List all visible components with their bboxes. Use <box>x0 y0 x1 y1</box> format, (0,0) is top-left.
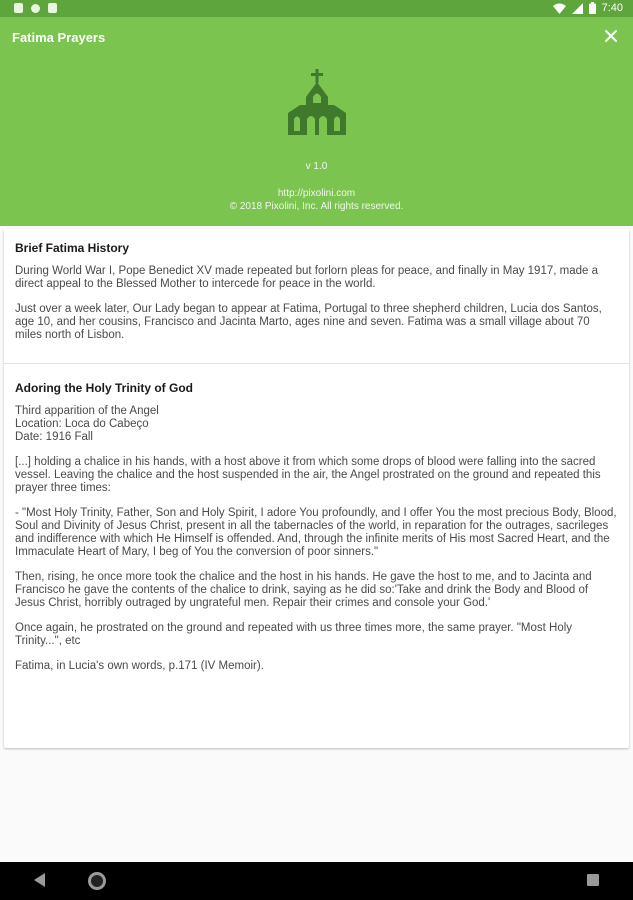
status-indicators <box>553 2 623 14</box>
paragraph: Then, rising, he once more took the chalice and the host in his hands. He gave the host to me, and to Jacinta and Francisco he gave the contents of the chalice to drink, saying as he did so:'Take and drink the Body and Blood of Jesus Christ, horribly outraged by ungrateful men. Repair their crimes and console your God.' <box>15 571 592 609</box>
section-divider <box>4 363 629 364</box>
adoring-section <box>15 381 619 685</box>
apparition-line: Third apparition of the Angel <box>15 405 159 417</box>
clock: 7:40 <box>601 2 623 14</box>
prayer-text: - "Most Holy Trinity, Father, Son and Holy Spirit, I adore You profoundly, and I offer You the most precious Body, Blood, Soul and Divinity of Jesus Christ, present in all the tabernacles of the world, in reparation for the outrages, sacrileges and indifference with which He Himself is offended. And, through the infinite merits of His most Sacred Heart, and the Immaculate Heart of Mary, I beg of You the conversion of poor sinners." <box>15 507 617 558</box>
close-icon[interactable] <box>601 26 621 46</box>
signal-icon <box>572 3 583 14</box>
church-icon <box>286 67 348 137</box>
history-section <box>15 241 619 354</box>
paragraph: [...] holding a chalice in his hands, with a host above it from which some drops of blood were falling into the sacred vessel. Leaving the chalice and the host suspended in the air, the Angel prostrated on the ground and repeated this prayer three times: <box>15 456 601 494</box>
date-line: Date: 1916 Fall <box>15 431 93 443</box>
section-title: Adoring the Holy Trinity of God <box>15 381 193 395</box>
notification-icon <box>14 3 23 13</box>
notification-icon <box>48 3 57 13</box>
home-icon[interactable] <box>88 872 106 890</box>
paragraph: Just over a week later, Our Lady began to appear at Fatima, Portugal to three shepherd children, Lucia dos Santos, age 10, and her cousins, Francisco and Jacinta Marto, ages nine and seven. Fatima was a small village about 70 miles north of Lisbon. <box>15 303 602 341</box>
back-icon[interactable] <box>34 873 45 887</box>
paragraph: Once again, he prostrated on the ground and repeated with us three times more, the same prayer. "Most Holy Trinity...", etc <box>15 622 573 647</box>
section-title: Brief Fatima History <box>15 241 130 255</box>
apparition-info <box>15 405 619 444</box>
copyright-text: © 2018 Pixolini, Inc. All rights reserved. <box>229 201 404 212</box>
app-version: v 1.0 <box>305 161 328 172</box>
status-bar <box>0 0 633 17</box>
location-line: Location: Loca do Cabeço <box>15 418 149 430</box>
notification-icon <box>31 4 40 13</box>
battery-icon <box>589 2 596 14</box>
about-header <box>0 17 633 226</box>
app-title: Fatima Prayers <box>12 30 106 45</box>
source-citation: Fatima, in Lucia's own words, p.171 (IV Memoir). <box>15 660 264 672</box>
paragraph: During World War I, Pope Benedict XV made repeated but forlorn pleas for peace, and finally in May 1917, made a direct appeal to the Blessed Mother to intercede for peace in the world. <box>15 265 598 290</box>
notification-icons <box>14 3 57 13</box>
content-card <box>4 229 629 748</box>
recents-icon[interactable] <box>587 874 599 886</box>
website-link[interactable]: http://pixolini.com <box>277 188 356 199</box>
wifi-icon <box>553 3 566 14</box>
navigation-bar <box>0 862 633 900</box>
